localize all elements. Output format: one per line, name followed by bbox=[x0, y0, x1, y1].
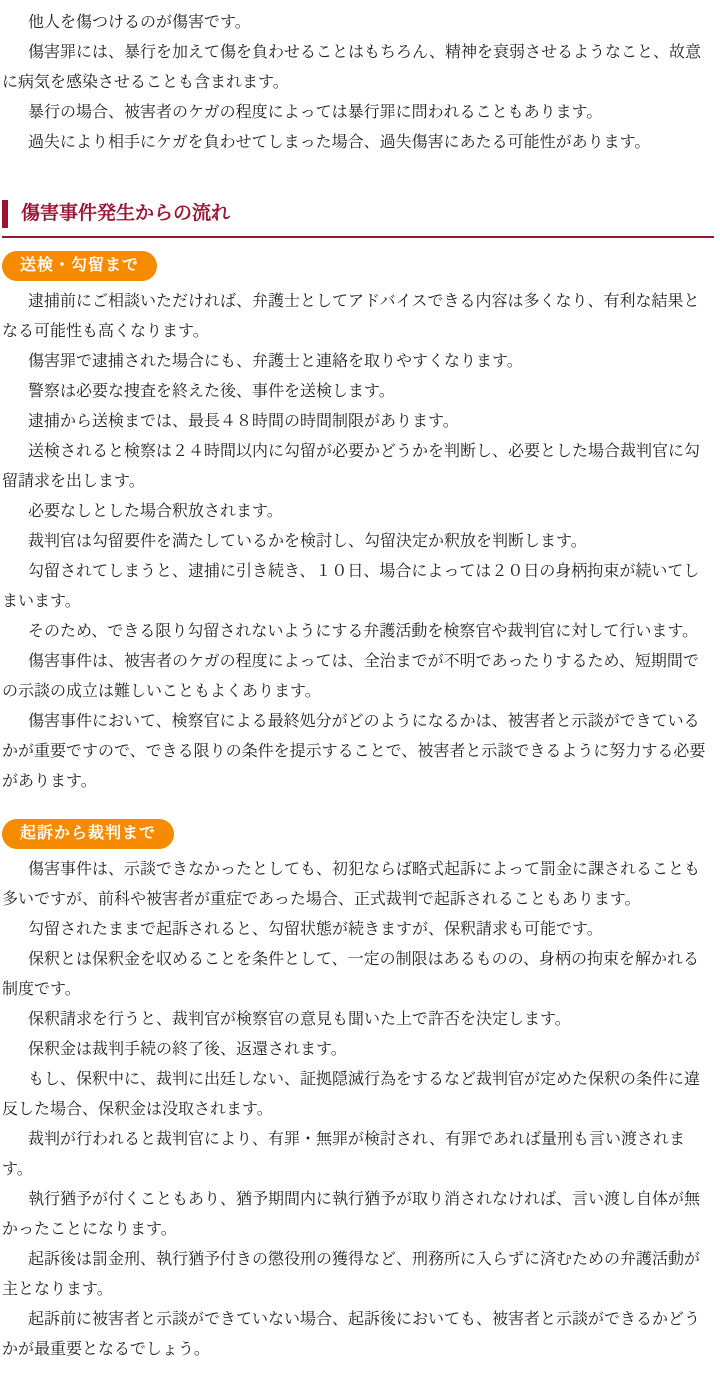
paragraph: 保釈金は裁判手続の終了後、返還されます。 bbox=[28, 1041, 347, 1058]
paragraph: 裁判官は勾留要件を満たしているかを検討し、勾留決定か釈放を判断します。 bbox=[28, 533, 587, 550]
paragraph: 過失により相手にケガを負わせてしまった場合、過失傷害にあたる可能性があります。 bbox=[28, 134, 651, 151]
paragraph: 裁判が行われると裁判官により、有罪・無罪が検討され、有罪であれば量刑も言い渡されます。 bbox=[2, 1131, 685, 1178]
paragraph: 傷害罪で逮捕された場合にも、弁護士と連絡を取りやすくなります。 bbox=[28, 353, 523, 370]
paragraph: 傷害事件は、被害者のケガの程度によっては、全治までが不明であったりするため、短期間での示談の成立は難しいこともよくあります。 bbox=[2, 653, 699, 700]
subsection-paragraphs bbox=[2, 855, 714, 1365]
subsection-paragraphs bbox=[2, 287, 714, 797]
paragraph: 逮捕から送検までは、最長４８時間の時間制限があります。 bbox=[28, 413, 459, 430]
paragraph: 勾留されたままで起訴されると、勾留状態が続きますが、保釈請求も可能です。 bbox=[28, 921, 603, 938]
section-heading bbox=[2, 200, 714, 238]
section-heading-text: 傷害事件発生からの流れ bbox=[2, 200, 230, 228]
paragraph: 保釈とは保釈金を収めることを条件として、一定の制限はあるものの、身柄の拘束を解かれる制度です。 bbox=[2, 951, 700, 998]
paragraph: 傷害罪には、暴行を加えて傷を負わせることはもちろん、精神を衰弱させるようなこと、故意に病気を感染させることも含まれます。 bbox=[2, 44, 701, 91]
paragraph: 傷害事件において、検察官による最終処分がどのようになるかは、被害者と示談ができているかが重要ですので、できる限りの条件を提示することで、被害者と示談できるように努力する必要があります。 bbox=[2, 713, 706, 790]
paragraph: 送検されると検察は２４時間以内に勾留が必要かどうかを判断し、必要とした場合裁判官に勾留請求を出します。 bbox=[2, 443, 701, 490]
subsection-badge-kiso-saiban: 起訴から裁判まで bbox=[2, 819, 174, 849]
paragraph: そのため、できる限り勾留されないようにする弁護活動を検察官や裁判官に対して行います。 bbox=[28, 623, 699, 640]
paragraph: 必要なしとした場合釈放されます。 bbox=[28, 503, 283, 520]
paragraph: 他人を傷つけるのが傷害です。 bbox=[28, 14, 251, 31]
paragraph: 起訴後は罰金刑、執行猶予付きの懲役刑の獲得など、刑務所に入らずに済むための弁護活動が主となります。 bbox=[2, 1251, 701, 1298]
paragraph: 保釈請求を行うと、裁判官が検察官の意見も聞いた上で許否を決定します。 bbox=[28, 1011, 571, 1028]
paragraph: 勾留されてしまうと、逮捕に引き続き、１０日、場合によっては２０日の身柄拘束が続いてしまいます。 bbox=[2, 563, 700, 610]
paragraph: 暴行の場合、被害者のケガの程度によっては暴行罪に問われることもあります。 bbox=[28, 104, 603, 121]
paragraph: 傷害事件は、示談できなかったとしても、初犯ならば略式起訴によって罰金に課されることも多いですが、前科や被害者が重症であった場合、正式裁判で起訴されることもあります。 bbox=[2, 861, 701, 908]
paragraph: 起訴前に被害者と示談ができていない場合、起訴後においても、被害者と示談ができるかどうかが最重要となるでしょう。 bbox=[2, 1311, 701, 1358]
subsection-soken-koryu bbox=[2, 238, 714, 797]
intro-paragraphs bbox=[2, 8, 714, 158]
paragraph: もし、保釈中に、裁判に出廷しない、証拠隠滅行為をするなど裁判官が定めた保釈の条件に違反した場合、保釈金は没取されます。 bbox=[2, 1071, 701, 1118]
paragraph: 逮捕前にご相談いただければ、弁護士としてアドバイスできる内容は多くなり、有利な結果となる可能性も高くなります。 bbox=[2, 293, 700, 340]
paragraph: 執行猶予が付くこともあり、猶予期間内に執行猶予が取り消されなければ、言い渡し自体が無かったことになります。 bbox=[2, 1191, 701, 1238]
subsection-badge-soken-koryu: 送検・勾留まで bbox=[2, 251, 157, 281]
subsection-kiso-saiban bbox=[2, 797, 714, 1365]
paragraph: 警察は必要な捜査を終えた後、事件を送検します。 bbox=[28, 383, 395, 400]
